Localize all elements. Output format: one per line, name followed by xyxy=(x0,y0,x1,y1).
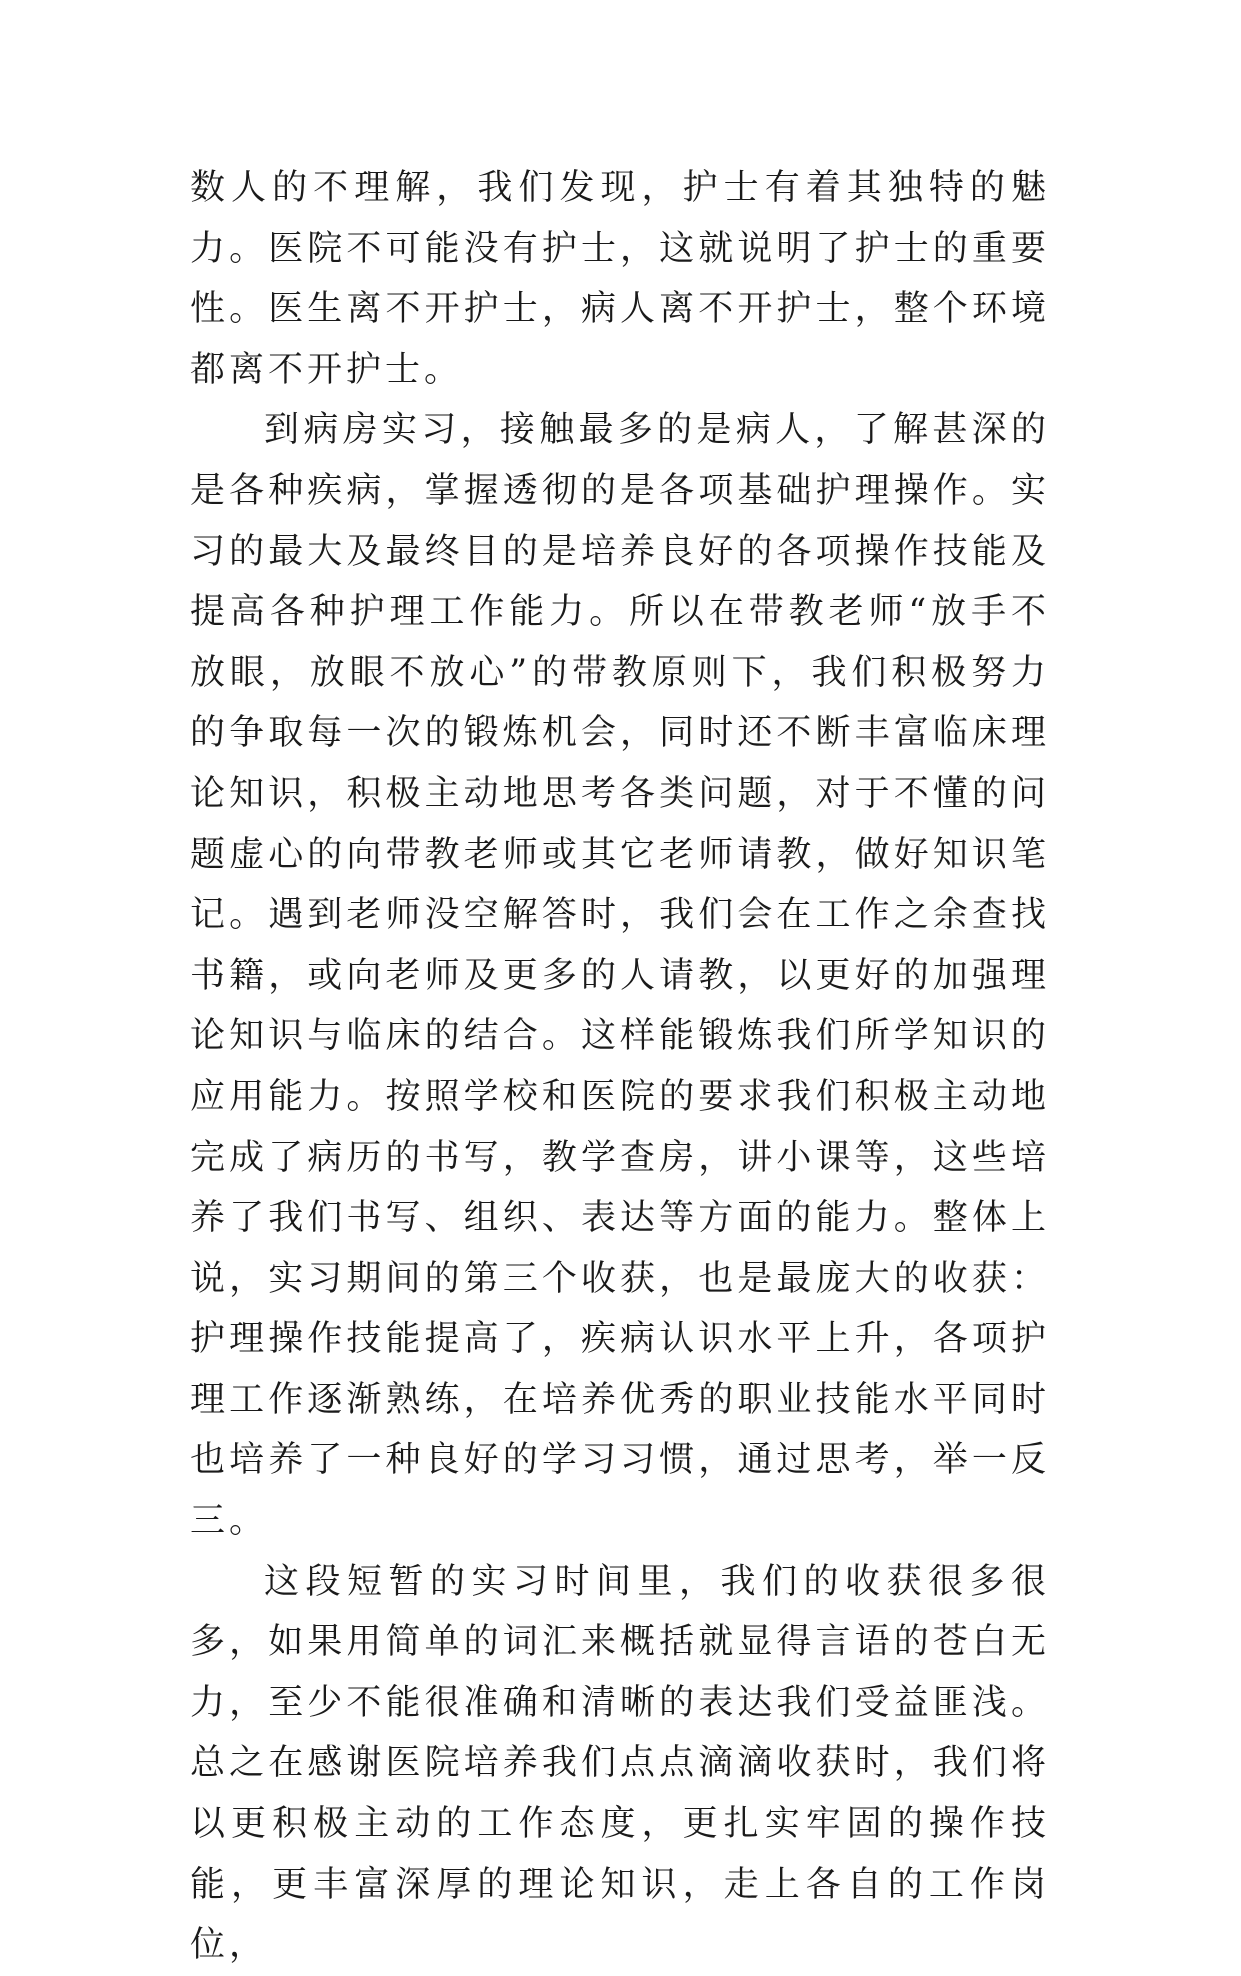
paragraph-1: 数人的不理解，我们发现，护士有着其独特的魅力。医院不可能没有护士，这就说明了护士的重要性。医生离不开护士，病人离不开护士，整个环境都离不开护士。 xyxy=(190,168,1050,390)
body-text xyxy=(190,158,1050,1976)
paragraph-3: 这段短暂的实习时间里，我们的收获很多很多，如果用简单的词汇来概括就显得言语的苍白无力，至少不能很准确和清晰的表达我们受益匪浅。总之在感谢医院培养我们点点滴滴收获时，我们将以更积极主动的工作态度，更扎实牢固的操作技能，更丰富深厚的理论知识，走上各自的工作岗位， xyxy=(190,1561,1050,1966)
paragraph-2: 到病房实习，接触最多的是病人，了解甚深的是各种疾病，掌握透彻的是各项基础护理操作。实习的最大及最终目的是培养良好的各项操作技能及提高各种护理工作能力。所以在带教老师“放手不放眼，放眼不放心”的带教原则下，我们积极努力的争取每一次的锻炼机会，同时还不断丰富临床理论知识，积极主动地思考各类问题，对于不懂的问题虚心的向带教老师或其它老师请教，做好知识笔记。遇到老师没空解答时，我们会在工作之余查找书籍，或向老师及更多的人请教，以更好的加强理论知识与临床的结合。这样能锻炼我们所学知识的应用能力。按照学校和医院的要求我们积极主动地完成了病历的书写，教学查房，讲小课等，这些培养了我们书写、组织、表达等方面的能力。整体上说，实习期间的第三个收获，也是最庞大的收获：护理操作技能提高了，疾病认识水平上升，各项护理工作逐渐熟练，在培养优秀的职业技能水平同时也培养了一种良好的学习习惯，通过思考，举一反三。 xyxy=(190,410,1050,1542)
